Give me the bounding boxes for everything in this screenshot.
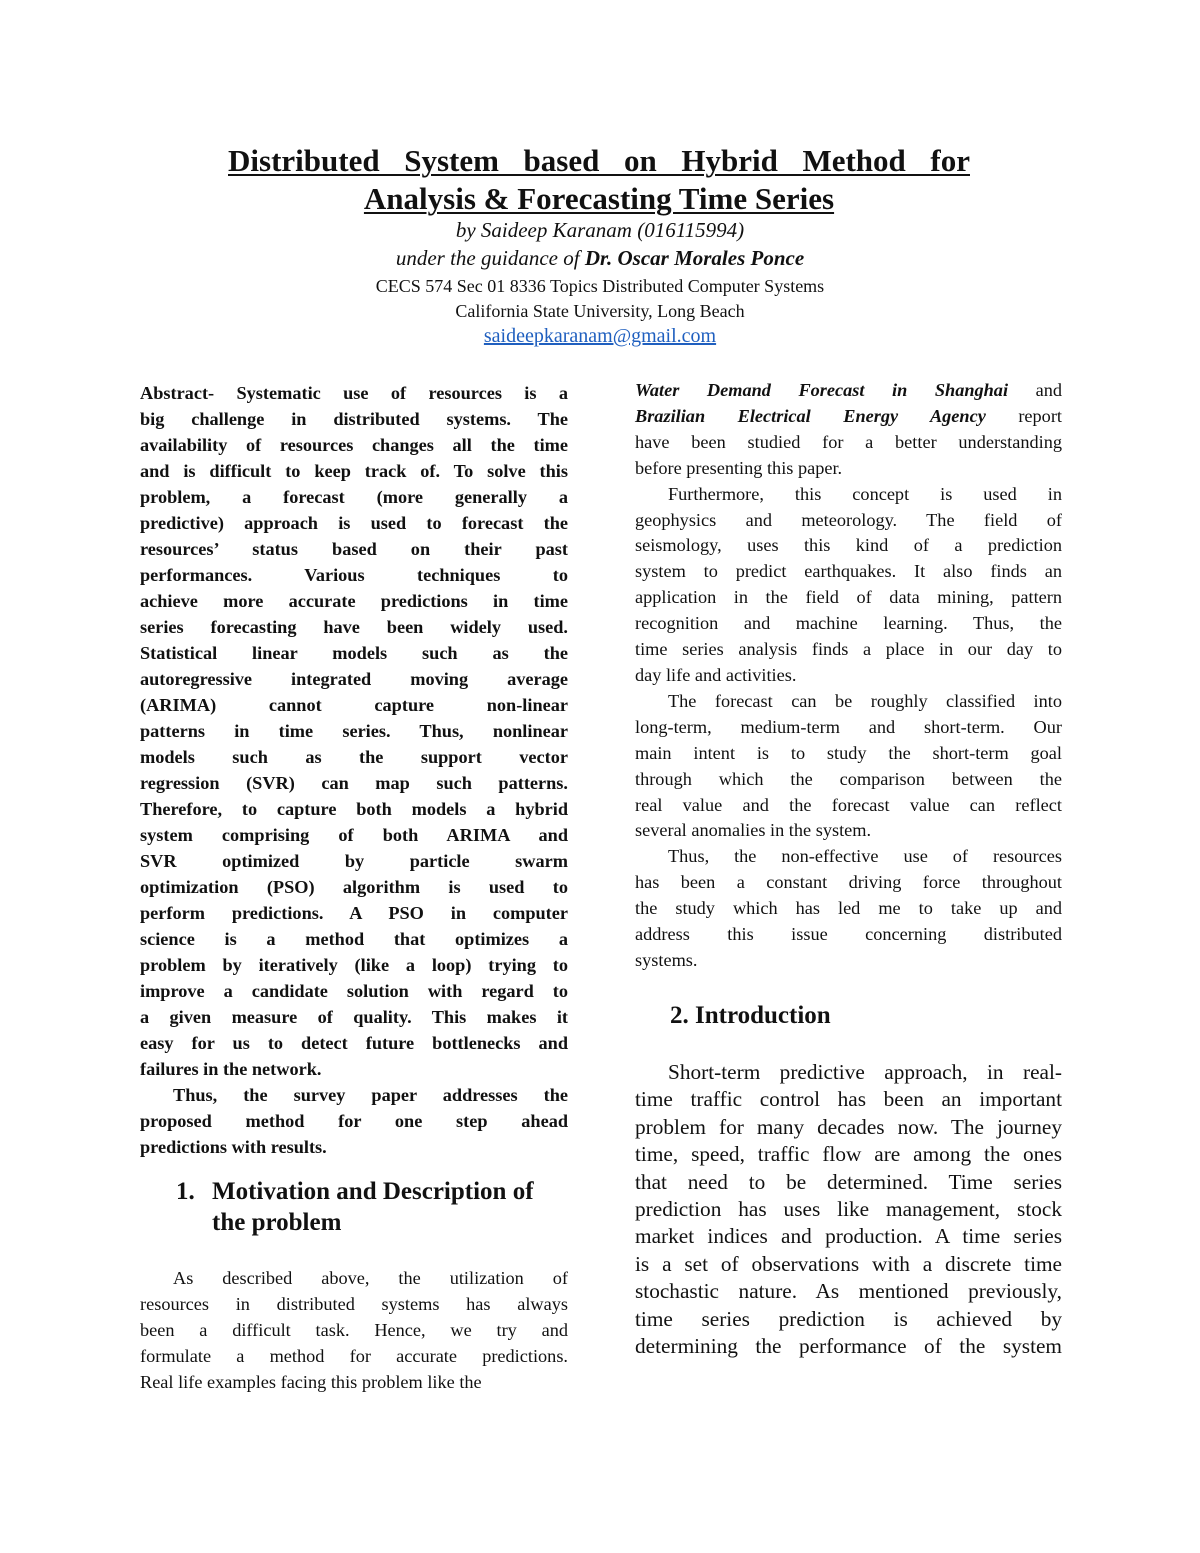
- section-2-body: [635, 1059, 1062, 1360]
- text-line: prediction has uses like management, stock: [635, 1197, 1062, 1222]
- text-line: resources in distributed systems has always: [140, 1294, 568, 1314]
- text-line: the study which has led me to take up and: [635, 898, 1062, 919]
- text-line: The forecast can be roughly classified into: [668, 690, 1062, 711]
- text-line: main intent is to study the short-term goal: [635, 742, 1062, 763]
- text-line: Abstract- Systematic use of resources is a: [140, 383, 568, 403]
- text-line: problem by iteratively (like a loop) trying to: [140, 955, 568, 975]
- text-line: before presenting this paper.: [635, 457, 843, 478]
- section-number: 1.: [176, 1178, 195, 1205]
- text-line: easy for us to detect future bottlenecks and: [140, 1033, 568, 1053]
- text-line: science is a method that optimizes a: [140, 929, 568, 949]
- text-line: Furthermore, this concept is used in: [668, 483, 1062, 504]
- text-line: have been studied for a better understanding: [635, 431, 1062, 452]
- title-line-2: [228, 180, 970, 218]
- text-line: models such as the support vector: [140, 747, 568, 767]
- text-line: Real life examples facing this problem like the: [140, 1372, 482, 1392]
- title-text: Analysis & Forecasting Time Series: [363, 181, 835, 216]
- emphasized-text: Water Demand Forecast in Shanghai: [635, 380, 1009, 400]
- text-line: and is difficult to keep track of. To solve this: [140, 461, 568, 481]
- text-line: patterns in time series. Thus, nonlinear: [140, 721, 568, 741]
- text-line: time series prediction is achieved by: [635, 1306, 1062, 1331]
- text-line: market indices and production. A time series: [635, 1224, 1062, 1249]
- right-column-body: [635, 378, 1062, 974]
- text-line: failures in the network.: [140, 1059, 322, 1079]
- text-line: predictive) approach is used to forecast the: [140, 513, 568, 533]
- text-line: performances. Various techniques to: [140, 565, 568, 585]
- paragraph: [635, 378, 1062, 482]
- text-line: Short-term predictive approach, in real-: [668, 1060, 1062, 1084]
- text-line: perform predictions. A PSO in computer: [140, 903, 568, 923]
- text-line: system comprising of both ARIMA and: [140, 825, 568, 845]
- text-line: a given measure of quality. This makes it: [140, 1007, 568, 1027]
- text-line: system to predict earthquakes. It also finds an: [635, 561, 1062, 582]
- guidance-line: [200, 246, 1000, 271]
- text-line: stochastic nature. As mentioned previously,: [635, 1279, 1062, 1304]
- guidance-prefix: under the guidance of: [395, 246, 580, 270]
- text-line: time, speed, traffic flow are among the ones: [635, 1142, 1062, 1167]
- text-line: been a difficult task. Hence, we try and: [140, 1320, 568, 1340]
- text-line: is a set of observations with a discrete time: [635, 1251, 1062, 1276]
- text-line: address this issue concerning distributed: [635, 924, 1062, 945]
- text-line: problem, a forecast (more generally a: [140, 487, 568, 507]
- university-line: California State University, Long Beach: [455, 301, 745, 321]
- section-title-cont: the problem: [212, 1209, 342, 1236]
- paragraph: [140, 1265, 568, 1395]
- text-line: (ARIMA) cannot capture non-linear: [140, 695, 568, 715]
- text-line: application in the field of data mining, pattern: [635, 587, 1062, 608]
- paragraph: [635, 1059, 1062, 1360]
- text-line: [635, 378, 1062, 404]
- email-line: [200, 325, 1000, 348]
- text-line: resources’ status based on their past: [140, 539, 568, 559]
- text-line: through which the comparison between the: [635, 768, 1062, 789]
- text-line: regression (SVR) can map such patterns.: [140, 773, 568, 793]
- text-line: recognition and machine learning. Thus, the: [635, 613, 1062, 634]
- text-line: availability of resources changes all the time: [140, 435, 568, 455]
- author-line: by Saideep Karanam (016115994): [455, 218, 745, 242]
- text-line: determining the performance of the system: [635, 1334, 1062, 1359]
- text-line: time traffic control has been an important: [635, 1087, 1062, 1112]
- text-segment: and: [1008, 380, 1062, 400]
- abstract: [140, 380, 568, 1160]
- section-1-heading: [176, 1176, 534, 1238]
- text-line: systems.: [635, 949, 698, 970]
- text-line: that need to be determined. Time series: [635, 1169, 1062, 1194]
- text-line: Thus, the non-effective use of resources: [668, 846, 1062, 867]
- text-line: has been a constant driving force throughout: [635, 872, 1062, 893]
- text-line: predictions with results.: [140, 1137, 327, 1157]
- text-line: autoregressive integrated moving average: [140, 669, 568, 689]
- paragraph: [635, 689, 1062, 844]
- text-line: Statistical linear models such as the: [140, 643, 568, 663]
- title-line-1: [228, 142, 970, 180]
- text-line: time series analysis finds a place in our day to: [635, 639, 1062, 660]
- text-line: geophysics and meteorology. The field of: [635, 509, 1062, 530]
- course-line: CECS 574 Sec 01 8336 Topics Distributed Computer Systems: [375, 276, 825, 296]
- section-2-heading: 2. Introduction: [670, 1002, 831, 1029]
- text-line: Thus, the survey paper addresses the: [173, 1085, 568, 1105]
- section-1-body: [140, 1265, 568, 1395]
- emphasized-text: Brazilian Electrical Energy Agency: [635, 405, 986, 426]
- text-segment: report: [985, 405, 1062, 426]
- paragraph: [140, 380, 568, 1082]
- text-line: optimization (PSO) algorithm is used to: [140, 877, 568, 897]
- text-line: series forecasting have been widely used.: [140, 617, 568, 637]
- paragraph: [635, 844, 1062, 974]
- text-line: [635, 404, 1062, 430]
- text-line: As described above, the utilization of: [173, 1268, 568, 1288]
- text-line: problem for many decades now. The journey: [635, 1114, 1062, 1139]
- paragraph: [635, 482, 1062, 689]
- text-line: long-term, medium-term and short-term. Our: [635, 716, 1062, 737]
- text-line: several anomalies in the system.: [635, 820, 872, 841]
- text-line: improve a candidate solution with regard to: [140, 981, 568, 1001]
- text-line: day life and activities.: [635, 664, 797, 685]
- text-line: formulate a method for accurate predictions.: [140, 1346, 568, 1366]
- text-line: real value and the forecast value can reflect: [635, 794, 1062, 815]
- section-title: Motivation and Description of: [212, 1178, 534, 1205]
- text-line: proposed method for one step ahead: [140, 1111, 568, 1131]
- guide-name: Dr. Oscar Morales Ponce: [584, 246, 805, 270]
- text-line: achieve more accurate predictions in time: [140, 591, 568, 611]
- text-line: seismology, uses this kind of a prediction: [635, 535, 1062, 556]
- text-line: big challenge in distributed systems. The: [140, 409, 568, 429]
- email-link[interactable]: saideepkaranam@gmail.com: [483, 325, 717, 347]
- paragraph: [140, 1082, 568, 1160]
- title-text: Distributed System based on Hybrid Method for: [228, 143, 970, 178]
- text-line: SVR optimized by particle swarm: [140, 851, 568, 871]
- text-line: Therefore, to capture both models a hybrid: [140, 799, 568, 819]
